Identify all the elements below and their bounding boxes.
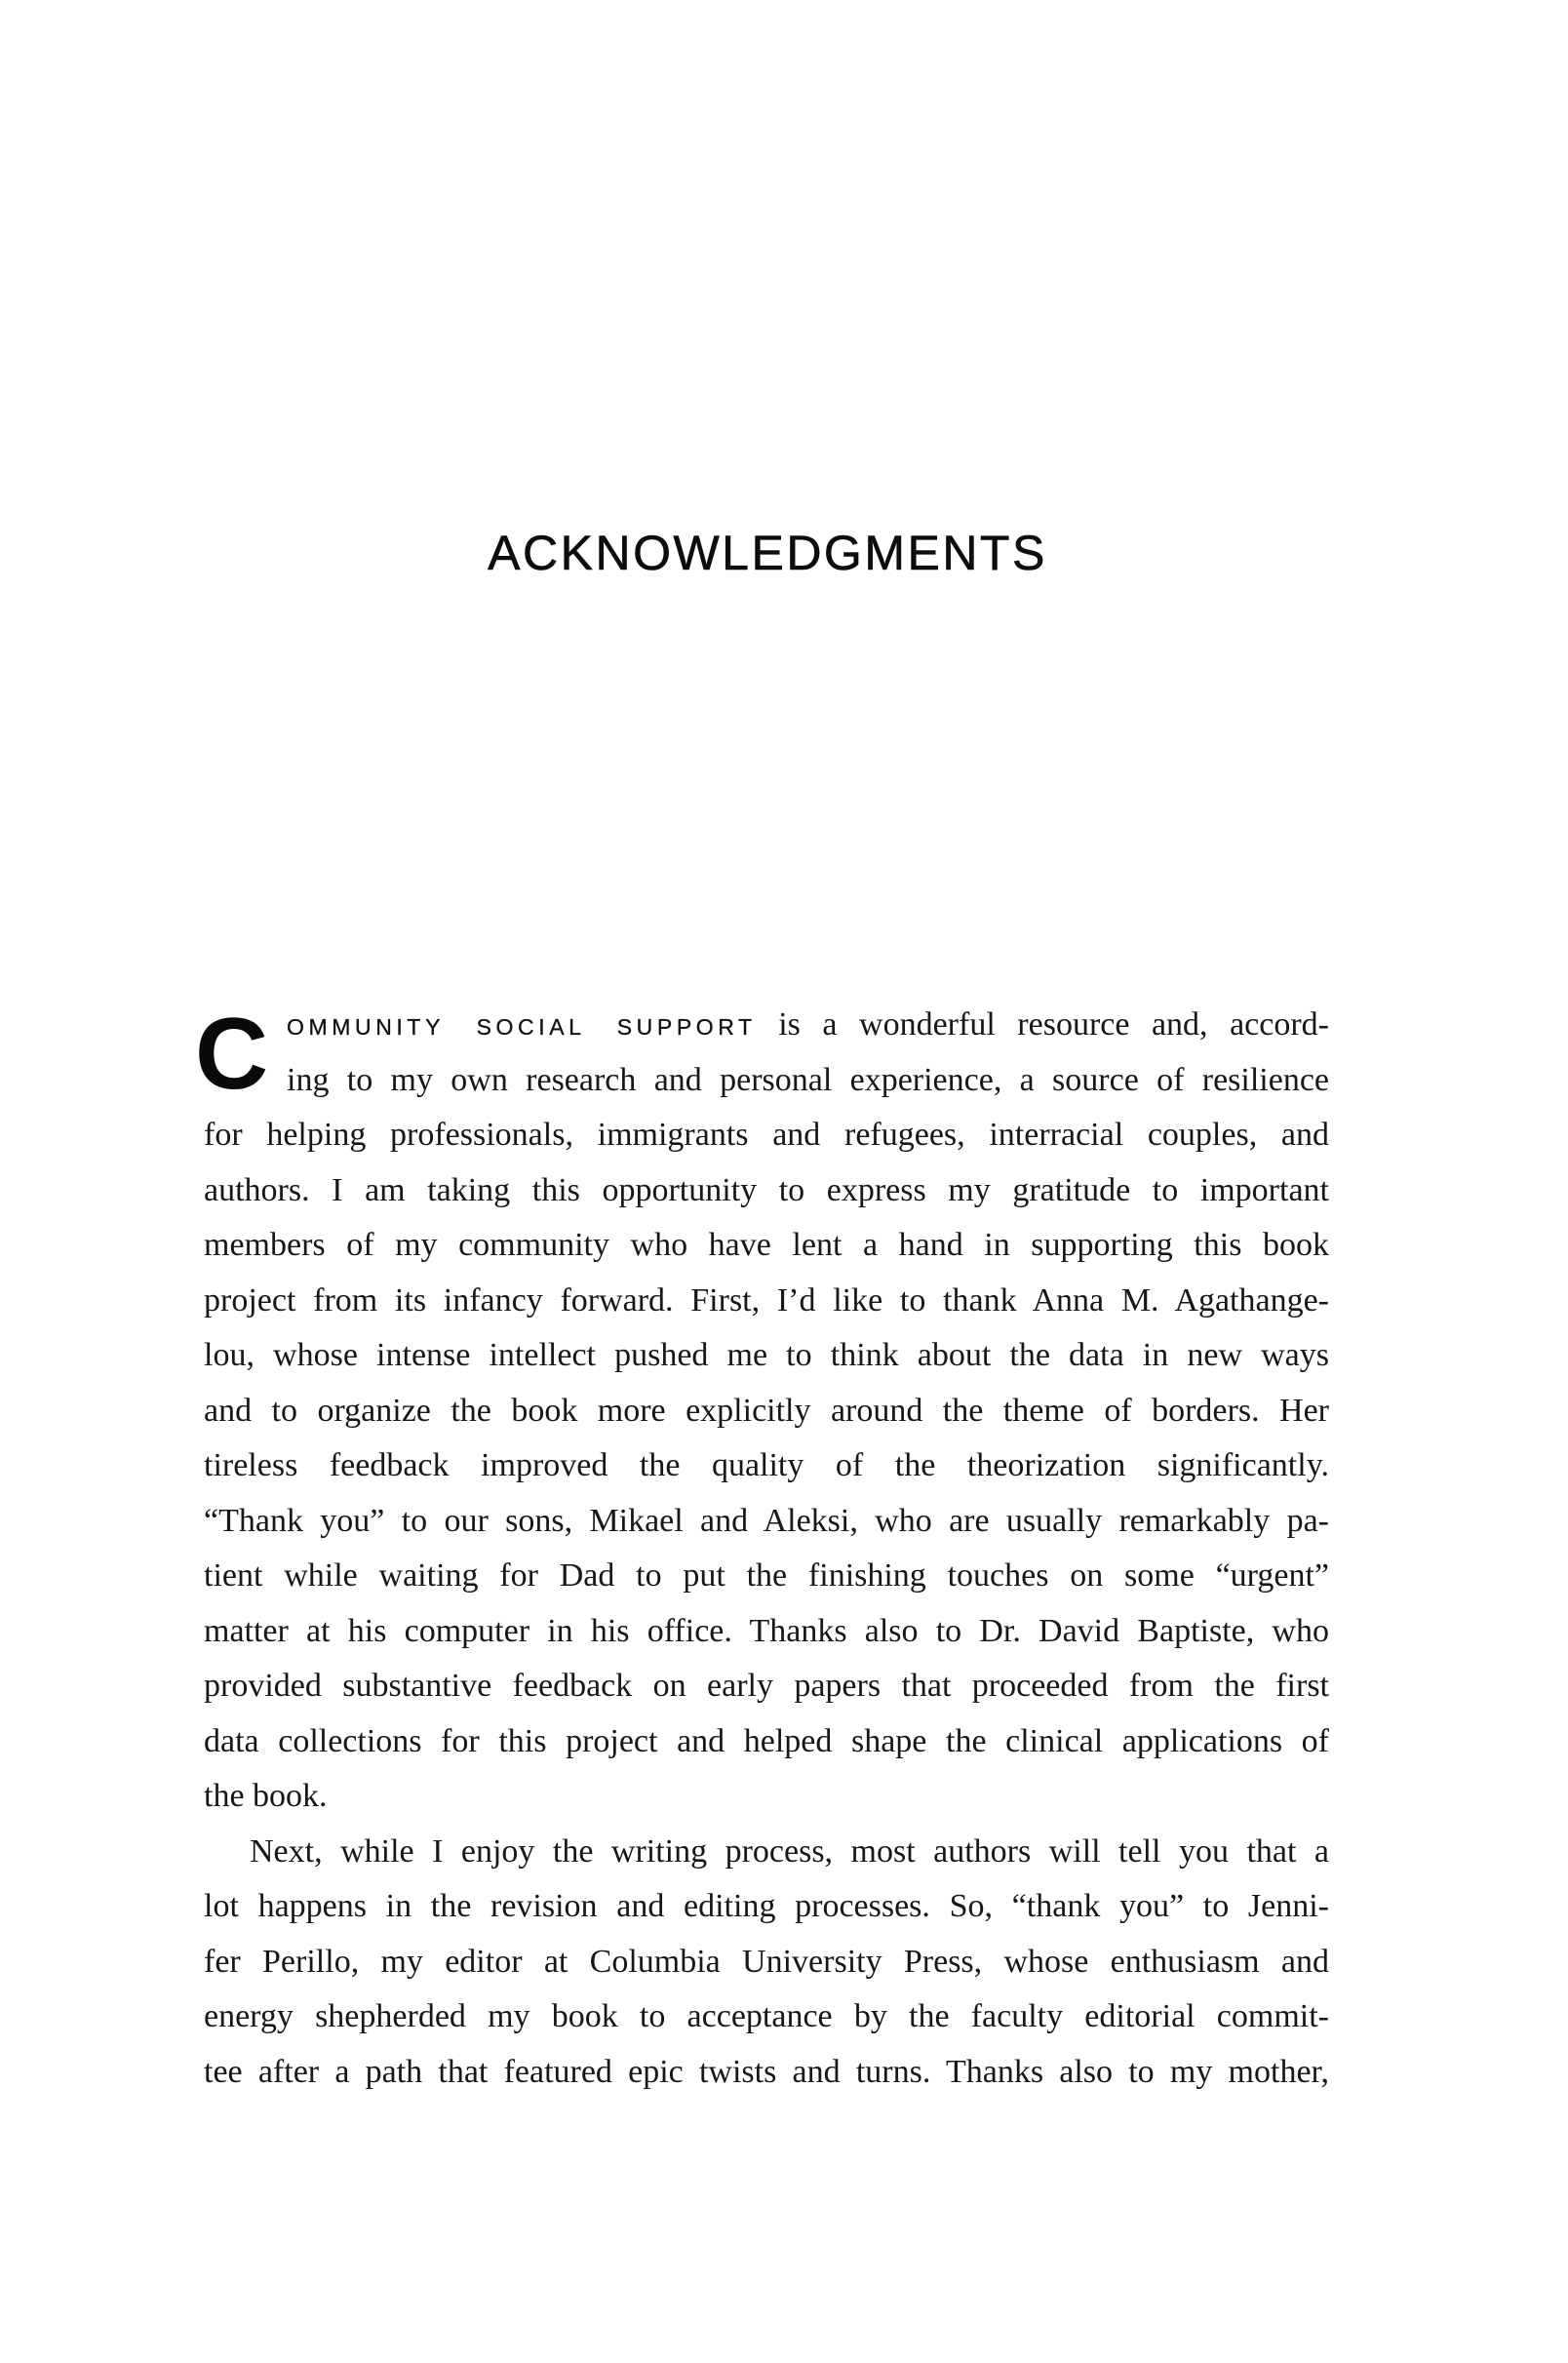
paragraph-1 <box>204 998 1329 1825</box>
text-line: energy shepherded my book to acceptance by the faculty editorial commit- <box>204 1998 1329 2034</box>
paragraph-2 <box>204 1825 1329 2101</box>
text-line: OMMUNITY SOCIAL SUPPORT is a wonderful resource and, accord- <box>287 1006 1329 1043</box>
text-line: tee after a path that featured epic twists and turns. Thanks also to my mother, <box>204 2053 1329 2090</box>
text-line: authors. I am taking this opportunity to express my gratitude to important <box>204 1171 1329 1208</box>
text-line: lou, whose intense intellect pushed me to think about the data in new ways <box>204 1337 1329 1373</box>
text-line: ing to my own research and personal experience, a source of resilience <box>287 1061 1329 1098</box>
text-line: tient while waiting for Dad to put the finishing touches on some “urgent” <box>204 1557 1329 1594</box>
text-line: lot happens in the revision and editing processes. So, “thank you” to Jenni- <box>204 1888 1329 1924</box>
text-line: fer Perillo, my editor at Columbia University Press, whose enthusiasm and <box>204 1943 1329 1980</box>
text-line: “Thank you” to our sons, Mikael and Aleksi, who are usually remarkably pa- <box>204 1502 1329 1539</box>
text-line: Next, while I enjoy the writing process, most authors will tell you that a <box>250 1832 1329 1870</box>
text-line: and to organize the book more explicitly around the theme of borders. Her <box>204 1392 1329 1429</box>
drop-cap: C <box>195 998 269 1111</box>
text-line: tireless feedback improved the quality of the theorization significantly. <box>204 1447 1329 1483</box>
text-line: the book. <box>204 1778 328 1814</box>
text-line: for helping professionals, immigrants and refugees, interracial couples, and <box>204 1117 1329 1153</box>
text-line: matter at his computer in his office. Thanks also to Dr. David Baptiste, who <box>204 1612 1329 1649</box>
text-line: members of my community who have lent a hand in supporting this book <box>204 1227 1329 1263</box>
opening-small-caps: OMMUNITY SOCIAL SUPPORT <box>287 1014 757 1040</box>
chapter-title: ACKNOWLEDGMENTS <box>488 525 1047 580</box>
body-text <box>204 998 1329 2100</box>
text-line: project from its infancy forward. First, I’d like to thank Anna M. Agathange- <box>204 1281 1329 1319</box>
text-line: provided substantive feedback on early papers that proceeded from the first <box>204 1668 1329 1704</box>
text-line: data collections for this project and helped shape the clinical applications of <box>204 1722 1329 1759</box>
